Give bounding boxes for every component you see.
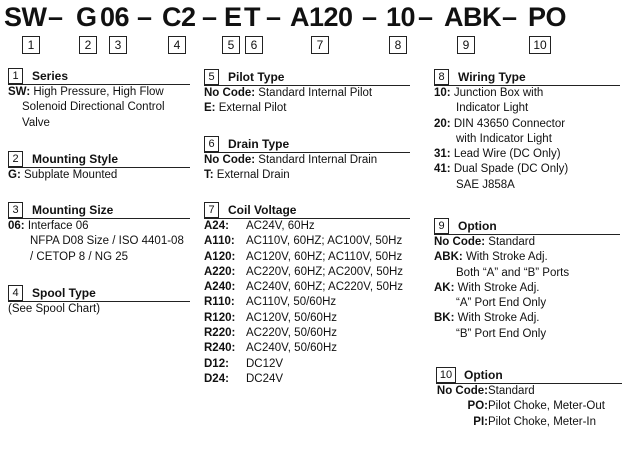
section-number: 9: [434, 218, 449, 234]
section-title: Option: [458, 219, 497, 233]
code-dash: –: [202, 2, 218, 32]
option-9-line: “B” Port End Only: [456, 327, 547, 340]
section-drain-type: [204, 136, 410, 184]
section-header: [434, 218, 620, 235]
pilot-type-line: No Code: Standard Internal Pilot: [204, 87, 373, 99]
position-box-10: 10: [529, 36, 551, 54]
coil-voltage-row: A220: AC220V, 60HZ; AC200V, 50Hz: [204, 265, 404, 278]
section-mounting-style: [8, 151, 190, 183]
section-option-10: [436, 367, 622, 430]
section-number: 4: [8, 285, 23, 301]
section-number: 8: [434, 69, 449, 85]
coil-voltage-row: D12: DC12V: [204, 357, 284, 370]
code-dash: –: [418, 2, 434, 32]
position-box-8: 8: [389, 36, 407, 54]
section-header: [8, 202, 190, 219]
coil-voltage-row: R120: AC120V, 50/60Hz: [204, 311, 338, 324]
coil-voltage-row: A240: AC240V, 60HZ; AC220V, 50Hz: [204, 281, 404, 294]
option-9-line: Both “A” and “B” Ports: [456, 266, 570, 279]
section-header: [436, 367, 622, 384]
position-box-5: 5: [222, 36, 240, 54]
position-box-3: 3: [109, 36, 127, 54]
section-title: Pilot Type: [228, 70, 285, 84]
wiring-type-line: 10: Junction Box with: [434, 87, 544, 99]
section-title: Drain Type: [228, 137, 290, 151]
position-number-row: [0, 36, 640, 56]
section-header: [8, 285, 190, 302]
option-10-row: PO: Pilot Choke, Meter-Out: [467, 400, 605, 413]
option-9-line: BK: With Stroke Adj.: [434, 312, 540, 325]
position-box-6: 6: [245, 36, 263, 54]
section-title: Mounting Size: [32, 203, 114, 217]
code-coil-voltage: A120: [290, 2, 353, 32]
coil-voltage-row: A110: AC110V, 60HZ; AC100V, 50Hz: [204, 235, 403, 248]
position-box-7: 7: [311, 36, 329, 54]
mounting-size-line: 06: Interface 06: [8, 220, 89, 232]
wiring-type-line: SAE J858A: [456, 178, 515, 191]
section-number: 1: [8, 68, 23, 84]
section-number: 2: [8, 151, 23, 167]
code-mounting-style: G: [76, 2, 97, 32]
wiring-type-line: Indicator Light: [456, 102, 529, 115]
wiring-type-line: 31: Lead Wire (DC Only): [434, 148, 561, 161]
option-10-row: No Code: Standard: [436, 385, 535, 397]
section-coil-voltage: [204, 202, 410, 387]
wiring-type-line: with Indicator Light: [456, 132, 552, 145]
series-line: Valve: [22, 116, 50, 129]
section-number: 6: [204, 136, 219, 152]
section-spool-type: [8, 285, 190, 317]
option-9-line: “A” Port End Only: [456, 297, 547, 310]
coil-voltage-row: A24: AC24V, 60Hz: [204, 220, 315, 232]
section-header: [8, 68, 190, 85]
section-title: Spool Type: [32, 286, 96, 300]
position-box-9: 9: [457, 36, 475, 54]
code-dash: –: [502, 2, 518, 32]
section-header: [204, 202, 410, 219]
position-box-4: 4: [168, 36, 186, 54]
pilot-type-line: E: External Pilot: [204, 102, 287, 115]
section-title: Wiring Type: [458, 70, 526, 84]
code-pilot-type: E: [224, 2, 242, 32]
code-dash: –: [362, 2, 378, 32]
spool-type-line: (See Spool Chart): [8, 303, 101, 315]
code-dash: –: [48, 2, 64, 32]
option-9-line: AK: With Stroke Adj.: [434, 281, 540, 294]
section-number: 5: [204, 69, 219, 85]
mounting-style-line: G: Subplate Mounted: [8, 169, 118, 181]
code-option-10: PO: [528, 2, 567, 32]
section-series: [8, 68, 190, 131]
code-mounting-size: 06: [100, 2, 130, 32]
coil-voltage-row: A120: AC120V, 60HZ; AC110V, 50Hz: [204, 250, 403, 263]
series-line: Solenoid Directional Control: [22, 101, 165, 114]
section-wiring-type: [434, 69, 620, 193]
section-title: Series: [32, 69, 69, 83]
section-number: 3: [8, 202, 23, 218]
section-title: Coil Voltage: [228, 203, 297, 217]
option-10-row: PI: Pilot Choke, Meter-In: [473, 415, 597, 428]
series-line: SW: High Pressure, High Flow: [8, 86, 164, 98]
option-9-line: ABK: With Stroke Adj.: [434, 251, 548, 264]
section-title: Mounting Style: [32, 152, 118, 166]
position-box-2: 2: [79, 36, 97, 54]
code-option-9: ABK: [444, 2, 501, 32]
code-wiring-type: 10: [386, 2, 416, 32]
coil-voltage-row: R110: AC110V, 50/60Hz: [204, 296, 337, 309]
code-drain-type: T: [244, 2, 260, 32]
option-9-line: No Code: Standard: [434, 236, 535, 248]
section-title: Option: [464, 368, 503, 382]
drain-type-line: No Code: Standard Internal Drain: [204, 154, 378, 166]
section-number: 10: [436, 367, 456, 383]
model-code: [4, 2, 636, 38]
coil-voltage-row: R220: AC220V, 50/60Hz: [204, 327, 338, 340]
section-header: [204, 136, 410, 153]
section-number: 7: [204, 202, 219, 218]
section-option-9: [434, 218, 620, 342]
section-pilot-type: [204, 69, 410, 117]
code-dash: –: [266, 2, 282, 32]
section-header: [204, 69, 410, 86]
mounting-size-line: / CETOP 8 / NG 25: [30, 250, 129, 263]
section-mounting-size: [8, 202, 190, 265]
coil-voltage-row: R240: AC240V, 50/60Hz: [204, 342, 338, 355]
code-spool-type: C2: [162, 2, 196, 32]
drain-type-line: T: External Drain: [204, 169, 290, 182]
coil-voltage-row: D24: DC24V: [204, 372, 284, 385]
wiring-type-line: 20: DIN 43650 Connector: [434, 117, 566, 130]
section-header: [8, 151, 190, 168]
mounting-size-line: NFPA D08 Size / ISO 4401-08: [30, 235, 184, 248]
code-dash: –: [137, 2, 153, 32]
wiring-type-line: 41: Dual Spade (DC Only): [434, 163, 569, 176]
position-box-1: 1: [22, 36, 40, 54]
section-header: [434, 69, 620, 86]
code-series: SW: [4, 2, 47, 32]
